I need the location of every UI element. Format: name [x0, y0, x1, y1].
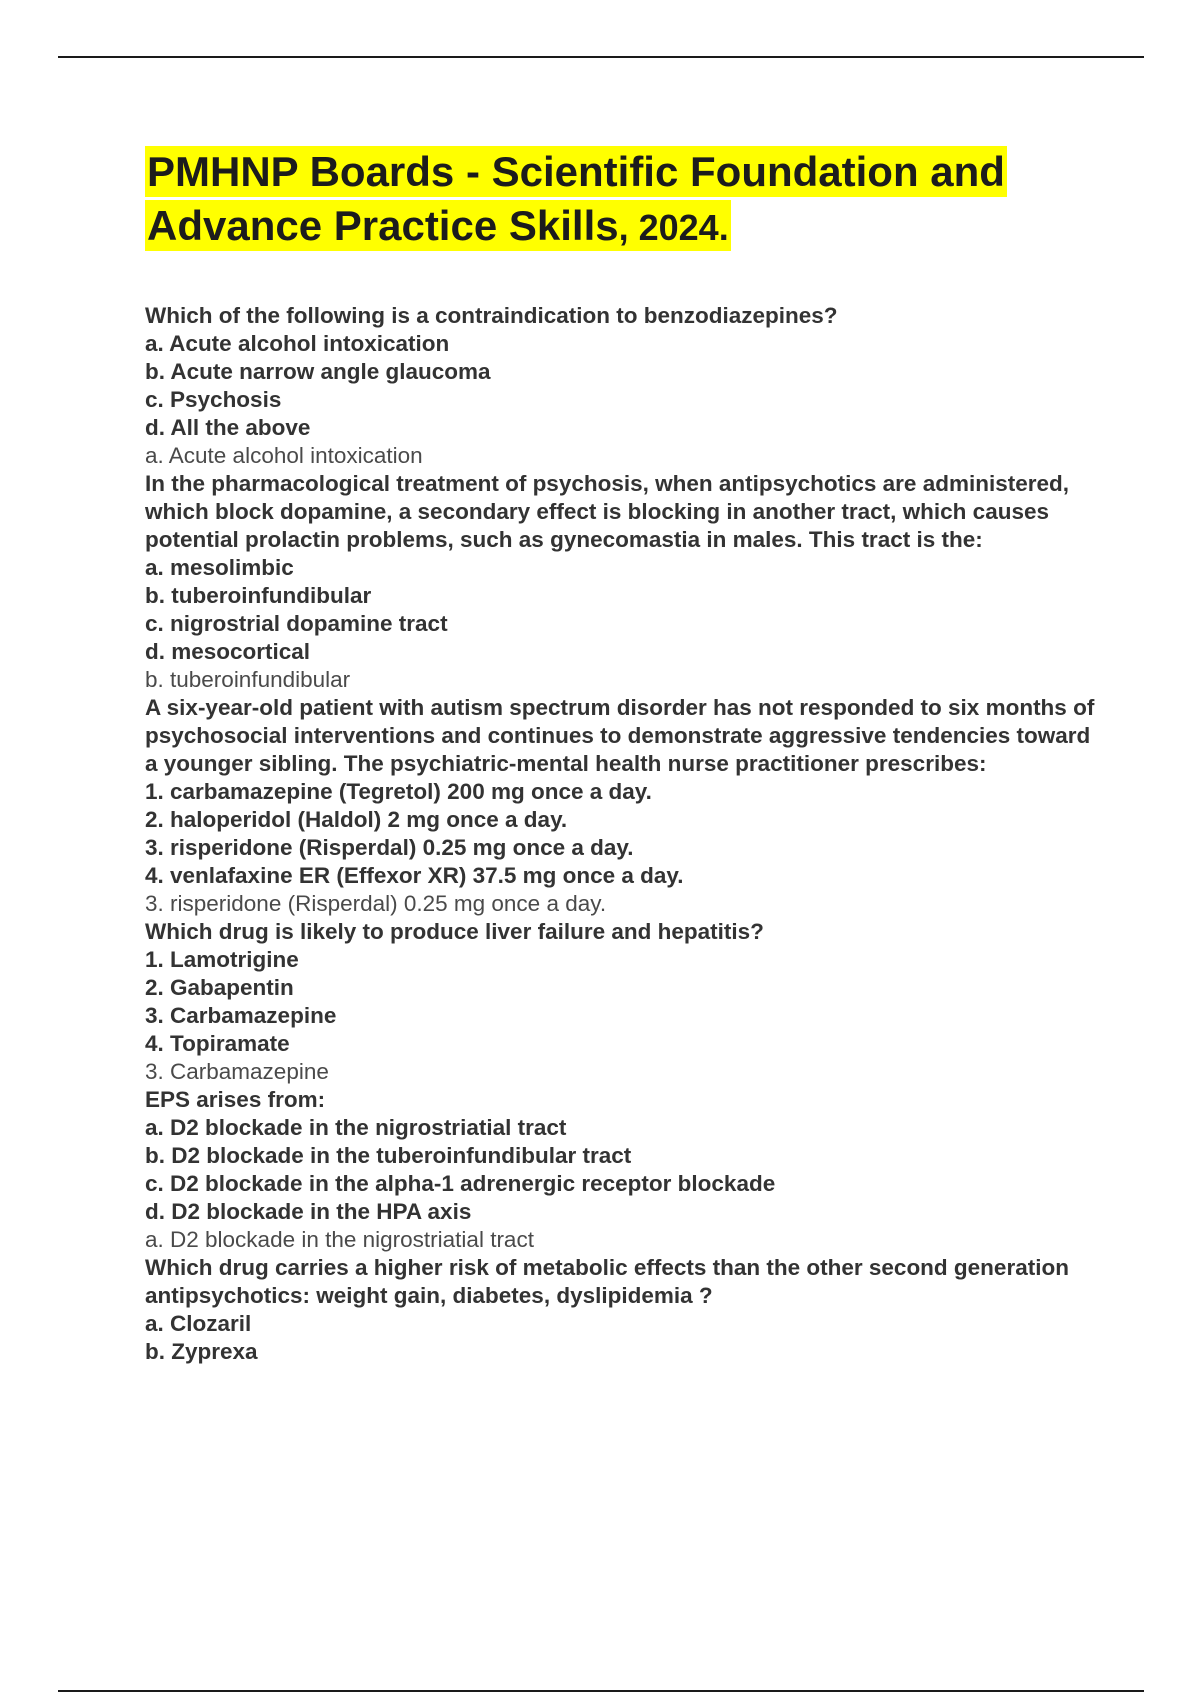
answer: a. D2 blockade in the nigrostriatial tract — [145, 1227, 534, 1252]
option: c. Psychosis — [145, 387, 282, 412]
option: b. Acute narrow angle glaucoma — [145, 359, 491, 384]
question-item — [145, 470, 1095, 694]
question-text: In the pharmacological treatment of psychosis, when antipsychotics are administered, which block dopamine, a secondary effect is blocking in another tract, which causes potential prolactin problems, such as gynecomastia in males. This tract is the: — [145, 471, 1069, 552]
option: 4. Topiramate — [145, 1031, 290, 1056]
title-year: , 2024. — [618, 207, 729, 248]
question-text: EPS arises from: — [145, 1087, 326, 1112]
answer: 3. Carbamazepine — [145, 1059, 329, 1084]
question-text: Which drug is likely to produce liver failure and hepatitis? — [145, 919, 764, 944]
option: b. tuberoinfundibular — [145, 583, 372, 608]
question-text: Which drug carries a higher risk of metabolic effects than the other second generation antipsychotics: weight gain, diabetes, dyslipidemia ? — [145, 1255, 1069, 1308]
title-highlight — [145, 146, 1007, 251]
option: 1. carbamazepine (Tegretol) 200 mg once a day. — [145, 779, 652, 804]
answer: 3. risperidone (Risperdal) 0.25 mg once a day. — [145, 891, 607, 916]
question-text: Which of the following is a contraindication to benzodiazepines? — [145, 303, 838, 328]
question-item — [145, 1254, 1095, 1366]
page-title — [145, 145, 1095, 255]
option: 3. risperidone (Risperdal) 0.25 mg once a day. — [145, 835, 634, 860]
title-main: PMHNP Boards - Scientific Foundation and Advance Practice Skills — [147, 148, 1005, 249]
option: 3. Carbamazepine — [145, 1003, 337, 1028]
option: 2. haloperidol (Haldol) 2 mg once a day. — [145, 807, 568, 832]
question-text: A six-year-old patient with autism spectrum disorder has not responded to six months of psychosocial interventions and continues to demonstrate aggressive tendencies toward a younger sibling. The psychiatric-mental health nurse practitioner prescribes: — [145, 695, 1095, 776]
question-item — [145, 1086, 1095, 1254]
option: a. Acute alcohol intoxication — [145, 331, 450, 356]
option: c. nigrostrial dopamine tract — [145, 611, 448, 636]
option: d. All the above — [145, 415, 311, 440]
option: c. D2 blockade in the alpha-1 adrenergic receptor blockade — [145, 1171, 776, 1196]
option: a. mesolimbic — [145, 555, 294, 580]
option: 2. Gabapentin — [145, 975, 294, 1000]
question-list — [145, 302, 1095, 1366]
option: 4. venlafaxine ER (Effexor XR) 37.5 mg once a day. — [145, 863, 684, 888]
option: 1. Lamotrigine — [145, 947, 299, 972]
answer: a. Acute alcohol intoxication — [145, 443, 423, 468]
question-item — [145, 302, 1095, 470]
option: d. mesocortical — [145, 639, 311, 664]
top-rule — [58, 56, 1144, 58]
option: d. D2 blockade in the HPA axis — [145, 1199, 472, 1224]
answer: b. tuberoinfundibular — [145, 667, 351, 692]
option: a. Clozaril — [145, 1311, 252, 1336]
bottom-rule — [58, 1690, 1144, 1692]
question-item — [145, 694, 1095, 918]
option: a. D2 blockade in the nigrostriatial tract — [145, 1115, 567, 1140]
question-item — [145, 918, 1095, 1086]
option: b. D2 blockade in the tuberoinfundibular tract — [145, 1143, 632, 1168]
option: b. Zyprexa — [145, 1339, 258, 1364]
